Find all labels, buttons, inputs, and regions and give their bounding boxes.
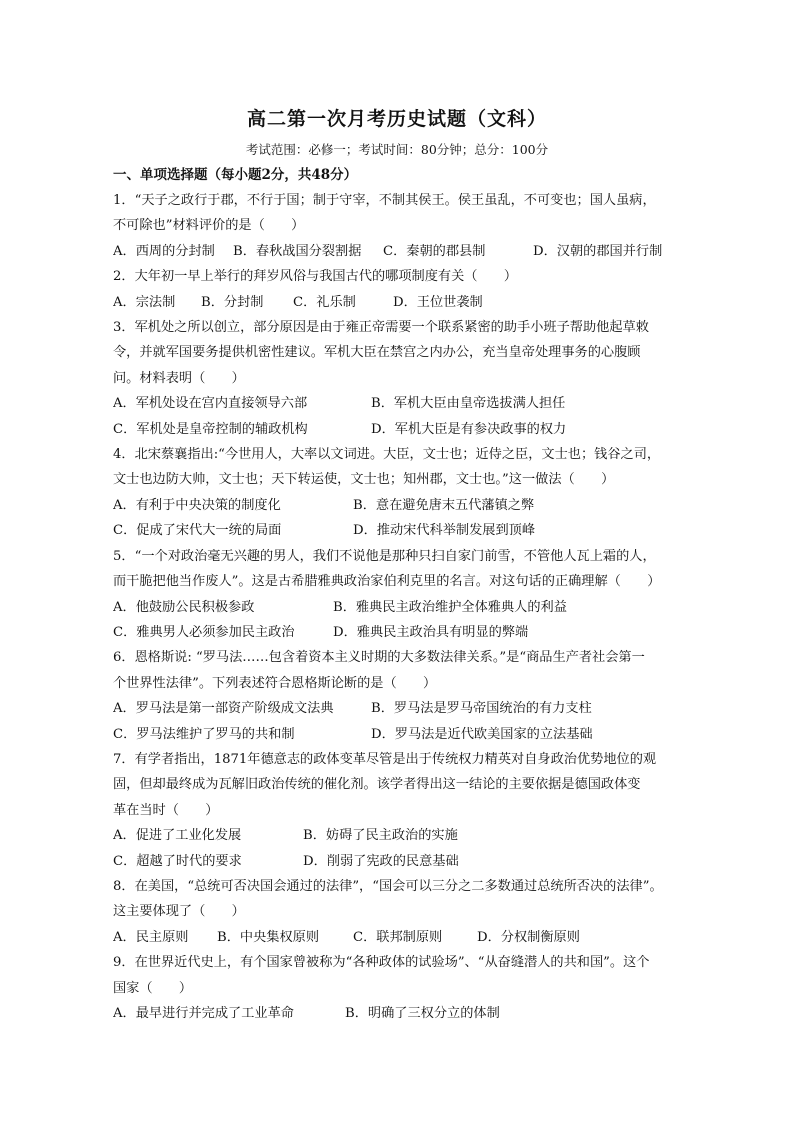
exam-title: 高二第一次月考历史试题（文科） — [246, 108, 547, 130]
section-heading: 一、单项选择题（每小题2分，共48分） — [113, 167, 358, 183]
options — [113, 391, 683, 442]
option-a[interactable]: A．有利于中央决策的制度化 — [113, 497, 281, 513]
exam-info: 考试范围：必修一；考试时间：80分钟；总分：100分 — [245, 142, 549, 157]
option-b[interactable]: B．春秋战国分裂割据 — [233, 243, 362, 259]
question-7 — [113, 747, 683, 874]
question-stem-line: 国家（ ） — [113, 980, 193, 996]
options — [113, 1001, 683, 1026]
options — [113, 290, 683, 315]
option-d[interactable]: D．罗马法是近代欧美国家的立法基础 — [371, 726, 593, 742]
option-a[interactable]: A．他鼓励公民积极参政 — [113, 599, 255, 615]
option-d[interactable]: D．王位世袭制 — [393, 294, 483, 310]
question-stem-line: 而干脆把他当作废人”。这是古希腊雅典政治家伯利克里的名言。对这句话的正确理解（ ） — [113, 574, 661, 590]
question-stem-line: 4．北宋蔡襄指出:“今世用人，大率以文词进。大臣，文士也；近侍之臣，文士也；钱谷之司， — [113, 447, 661, 463]
question-2 — [113, 264, 683, 315]
option-b[interactable]: B．分封制 — [201, 294, 264, 310]
question-stem-line: 问。材料表明（ ） — [113, 370, 245, 386]
option-d[interactable]: D．军机大臣是有参决政事的权力 — [371, 421, 567, 437]
question-4 — [113, 442, 683, 544]
option-d[interactable]: D．分权制衡原则 — [477, 929, 580, 945]
option-b[interactable]: B．意在避免唐末五代藩镇之弊 — [353, 497, 535, 513]
question-stem-line: 1．“天子之政行于郡，不行于国；制于守宰，不制其侯王。侯王虽乱，不可变也；国人虽病， — [113, 193, 656, 208]
question-9 — [113, 950, 683, 1026]
option-c[interactable]: C．雅典男人必须参加民主政治 — [113, 624, 295, 640]
options — [113, 595, 683, 646]
question-stem-line: 3．军机处之所以创立，部分原因是由于雍正帝需要一个联系紧密的助手小班子帮助他起草敕 — [113, 320, 649, 336]
option-a[interactable]: A．宗法制 — [113, 294, 176, 310]
question-8 — [113, 874, 683, 950]
option-a[interactable]: A．军机处设在宫内直接领导六部 — [113, 396, 308, 412]
option-a[interactable]: A．西周的分封制 — [113, 243, 215, 259]
question-stem-line: 革在当时（ ） — [113, 802, 219, 818]
question-stem-line: 固，但却最终成为瓦解旧政治传统的催化剂。该学者得出这一结论的主要依据是德国政体变 — [113, 777, 641, 793]
option-d[interactable]: D．雅典民主政治具有明显的弊端 — [333, 624, 529, 640]
question-stem-line: 8．在美国，“总统可否决国会通过的法律”，“国会可以三分之二多数通过总统所否决的法律”。 — [113, 878, 663, 894]
question-list — [113, 188, 683, 1026]
options — [113, 493, 683, 544]
option-c[interactable]: C．军机处是皇帝控制的辅政机构 — [113, 421, 308, 437]
option-a[interactable]: A．促进了工业化发展 — [113, 828, 242, 844]
option-a[interactable]: A．罗马法是第一部资产阶级成文法典 — [113, 701, 334, 717]
question-stem-line: 个世界性法律”。下列表述符合恩格斯论断的是（ ） — [113, 675, 437, 691]
option-c[interactable]: C．联邦制原则 — [353, 929, 443, 945]
option-c[interactable]: C．罗马法维护了罗马的共和制 — [113, 726, 295, 742]
option-d[interactable]: D．削弱了宪政的民意基础 — [303, 853, 459, 869]
option-b[interactable]: B．军机大臣由皇帝选拔满人担任 — [371, 396, 566, 412]
question-stem-line: 6．恩格斯说: “罗马法……包含着资本主义时期的大多数法律关系。”是“商品生产者社会第一 — [113, 650, 645, 666]
option-a[interactable]: A．最早进行并完成了工业革命 — [113, 1006, 294, 1021]
option-c[interactable]: C．超越了时代的要求 — [113, 853, 242, 869]
question-stem-line: 这主要体现了（ ） — [113, 904, 245, 920]
option-d[interactable]: D．汉朝的郡国并行制 — [533, 243, 663, 259]
options — [113, 239, 683, 264]
question-6 — [113, 645, 683, 747]
option-b[interactable]: B．雅典民主政治维护全体雅典人的利益 — [333, 599, 567, 615]
option-d[interactable]: D．推动宋代科举制发展到顶峰 — [353, 523, 536, 539]
question-5 — [113, 544, 683, 646]
option-c[interactable]: C．秦朝的郡县制 — [383, 243, 486, 259]
option-b[interactable]: B．妨碍了民主政治的实施 — [303, 828, 458, 844]
question-stem-line: 2．大年初一早上举行的拜岁风俗与我国古代的哪项制度有关（ ） — [113, 269, 518, 285]
question-stem-line: 7．有学者指出，1871年德意志的政体变革尽管是出于传统权力精英对自身政治优势地位的观 — [113, 751, 657, 767]
question-stem-line: 不可除也”材料评价的是（ ） — [113, 218, 305, 234]
option-b[interactable]: B．罗马法是罗马帝国统治的有力支柱 — [371, 701, 592, 717]
option-a[interactable]: A．民主原则 — [113, 929, 189, 945]
question-stem-line: 9．在世界近代史上，有个国家曾被称为“各种政体的试验场”、“从奋缝潜人的共和国”。这个 — [113, 955, 650, 971]
question-3 — [113, 315, 683, 442]
question-1 — [113, 188, 683, 264]
option-c[interactable]: C．礼乐制 — [293, 294, 356, 310]
question-stem-line: 令，并就军国要务提供机密性建议。军机大臣在禁宫之内办公，充当皇帝处理事务的心腹顾 — [113, 345, 641, 361]
option-c[interactable]: C．促成了宋代大一统的局面 — [113, 523, 282, 539]
options — [113, 696, 683, 747]
option-b[interactable]: B．中央集权原则 — [217, 929, 320, 945]
question-stem-line: 文士也边防大帅，文士也；天下转运使，文士也；知州郡，文士也。”这一做法（ ） — [113, 472, 615, 488]
options — [113, 823, 683, 874]
option-b[interactable]: B．明确了三权分立的体制 — [345, 1006, 500, 1021]
options — [113, 925, 683, 950]
question-stem-line: 5．“一个对政治毫无兴趣的男人，我们不说他是那种只扫自家门前雪，不管他人瓦上霜的人， — [113, 548, 656, 564]
